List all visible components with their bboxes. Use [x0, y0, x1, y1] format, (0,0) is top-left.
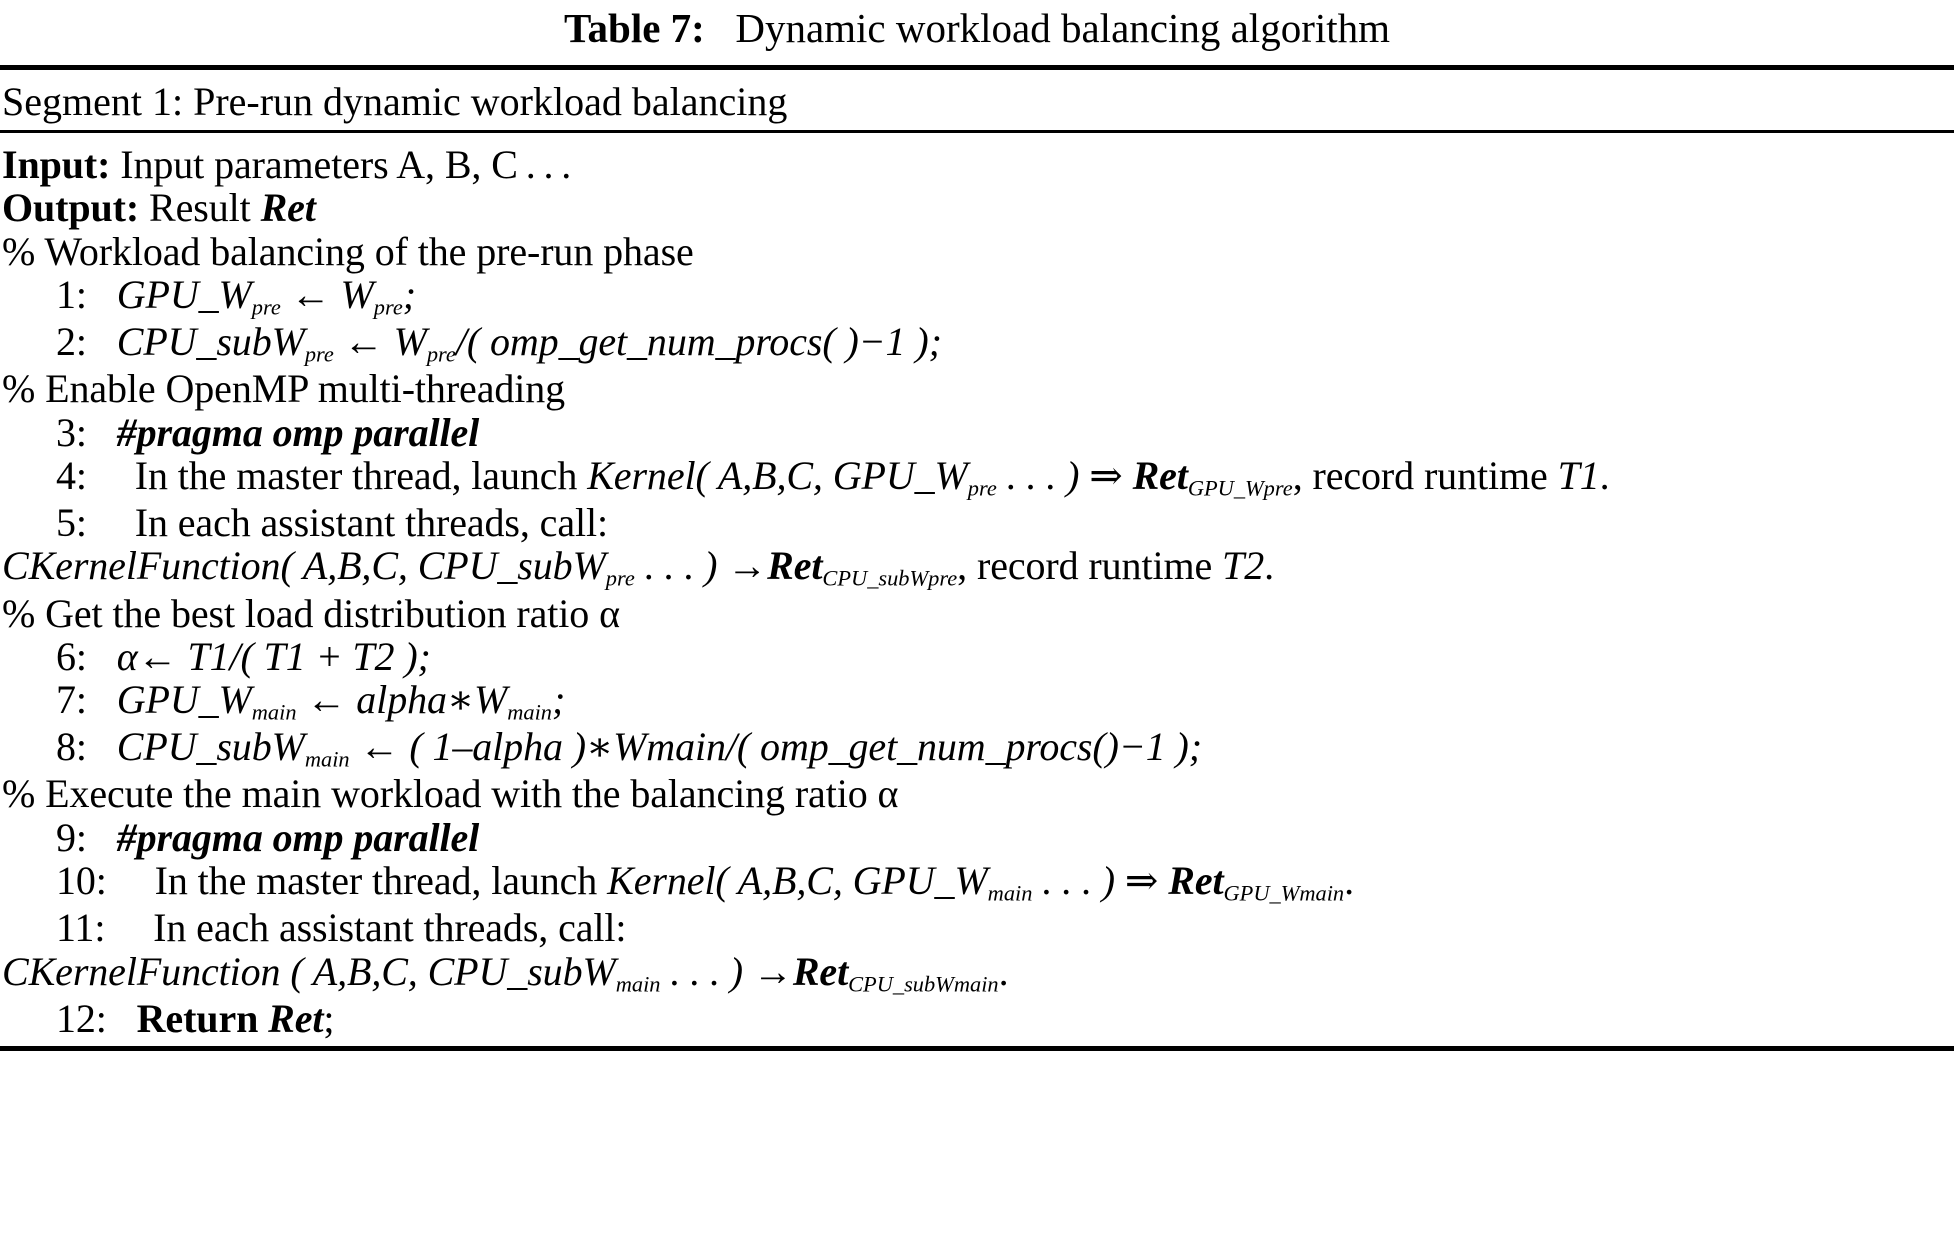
step-5b-period: . — [1264, 543, 1274, 589]
input-text: Input parameters A, B, C . . . — [120, 142, 572, 188]
step-1 — [0, 273, 1954, 320]
step-10-period: . — [1344, 858, 1355, 904]
step-1-rhs: W — [340, 272, 374, 318]
step-5-text: In each assistant threads, call: — [134, 500, 609, 546]
step-9 — [0, 816, 1954, 859]
step-4-ret: Ret — [1132, 453, 1188, 499]
step-1-tail: ; — [402, 272, 417, 318]
step-12-tail: ; — [323, 995, 335, 1041]
step-4-call: Kernel( A,B,C, GPU_W — [587, 453, 968, 499]
step-2 — [0, 320, 1954, 367]
step-2-number: 2: — [56, 319, 87, 365]
step-9-number: 9: — [56, 814, 87, 860]
step-7-lhs: GPU_W — [116, 677, 252, 723]
step-5b-ret-sub: CPU_subWpre — [822, 566, 958, 592]
step-3 — [0, 411, 1954, 454]
step-4-period: . — [1599, 453, 1610, 499]
step-6-arrow: ← — [137, 633, 178, 679]
step-4-call-tail: . . . ) — [996, 453, 1080, 499]
step-10-call-tail: . . . ) — [1032, 858, 1115, 904]
step-5b-ret: Ret — [767, 543, 823, 589]
step-2-arrow: ← — [343, 319, 384, 365]
step-12-value: Ret — [268, 995, 324, 1041]
step-8-arrow: ← — [359, 724, 400, 770]
comment-pre-run: % Workload balancing of the pre-run phase — [2, 228, 694, 274]
step-11b-call-sub: main — [615, 971, 661, 997]
comment-ratio: % Get the best load distribution ratio α — [2, 590, 620, 636]
step-7-lhs-sub: main — [251, 700, 297, 725]
step-7-number: 7: — [56, 677, 87, 723]
step-10-implies-icon: ⇒ — [1124, 858, 1159, 904]
step-2-lhs-sub: pre — [304, 342, 334, 367]
step-4-post-text: , record runtime — [1292, 453, 1548, 499]
step-11b-call: CKernelFunction ( A,B,C, CPU_subW — [2, 948, 616, 994]
step-11b-arrow-icon: → — [752, 948, 793, 994]
step-12 — [0, 997, 1954, 1040]
step-5b-call-sub: pre — [605, 566, 635, 592]
step-7-rhs: alpha∗W — [356, 677, 508, 723]
step-8-rhs: ( 1–alpha )∗Wmain/( omp_get_num_procs()−1 ); — [409, 724, 1202, 770]
step-7-arrow: ← — [306, 677, 347, 723]
step-2-tail: /( omp_get_num_procs( )−1 ); — [455, 319, 942, 365]
output-text: Result — [149, 185, 251, 231]
step-6 — [0, 635, 1954, 678]
step-5b-call: CKernelFunction( A,B,C, CPU_subW — [2, 543, 606, 589]
step-4-implies-icon: ⇒ — [1089, 453, 1123, 499]
step-2-rhs-sub: pre — [426, 342, 456, 367]
step-4-timer: T1 — [1557, 453, 1600, 499]
step-7-tail: ; — [552, 677, 566, 723]
segment-header: Segment 1: Pre-run dynamic workload balancing — [2, 79, 788, 125]
step-11-text: In each assistant threads, call: — [153, 905, 627, 951]
step-8-number: 8: — [56, 724, 87, 770]
output-ret-symbol: Ret — [260, 185, 316, 231]
bottom-rule — [0, 1046, 1954, 1051]
step-9-text: #pragma omp parallel — [116, 814, 480, 860]
step-4 — [0, 454, 1954, 501]
step-5-number: 5: — [56, 500, 87, 546]
step-11b-call-tail: . . . ) — [660, 948, 744, 994]
step-10-ret-sub: GPU_Wmain — [1223, 880, 1345, 906]
step-10 — [0, 859, 1954, 906]
input-line — [0, 143, 1954, 186]
step-10-ret: Ret — [1168, 858, 1224, 904]
comment-execute: % Execute the main workload with the balancing ratio α — [2, 771, 899, 817]
step-4-number: 4: — [56, 453, 87, 499]
output-line — [0, 186, 1954, 229]
step-6-alpha: α — [116, 633, 138, 679]
step-11b-ret-sub: CPU_subWmain — [848, 971, 999, 997]
caption-label: Table 7: — [563, 5, 705, 51]
step-4-pre-text: In the master thread, launch — [134, 453, 578, 499]
step-11b-ret: Ret — [792, 948, 849, 994]
step-1-lhs-sub: pre — [251, 294, 281, 320]
step-2-rhs: W — [393, 319, 427, 365]
step-7 — [0, 678, 1954, 725]
step-10-call: Kernel( A,B,C, GPU_W — [607, 858, 988, 904]
step-12-number: 12: — [56, 995, 107, 1041]
step-5 — [0, 501, 1954, 544]
step-11-number: 11: — [56, 905, 106, 951]
step-8-lhs-sub: main — [304, 747, 350, 773]
step-3-text: #pragma omp parallel — [116, 409, 480, 455]
step-10-call-sub: main — [987, 880, 1033, 906]
output-label: Output: — [2, 185, 140, 231]
step-1-lhs: GPU_W — [116, 272, 252, 318]
step-6-number: 6: — [56, 633, 87, 679]
step-11b-period: . — [998, 948, 1009, 994]
step-8-lhs: CPU_subW — [116, 724, 305, 770]
step-11 — [0, 906, 1954, 949]
step-5b-call-tail: . . . ) — [634, 543, 718, 589]
step-4-ret-sub: GPU_Wpre — [1187, 475, 1293, 501]
step-4-call-sub: pre — [967, 475, 997, 501]
step-5b-timer: T2 — [1222, 543, 1265, 589]
step-6-expr: T1/( T1 + T2 ); — [187, 633, 431, 679]
table-caption — [0, 0, 1954, 65]
step-10-number: 10: — [56, 858, 107, 904]
step-5-continuation — [0, 544, 1954, 591]
algorithm-body — [0, 133, 1954, 1040]
comment-openmp: % Enable OpenMP multi-threading — [2, 366, 566, 412]
step-10-pre-text: In the master thread, launch — [154, 858, 598, 904]
step-11-continuation — [0, 950, 1954, 997]
step-5b-post-text: , record runtime — [957, 543, 1213, 589]
step-3-number: 3: — [56, 409, 87, 455]
step-2-lhs: CPU_subW — [116, 319, 305, 365]
step-7-rhs-sub: main — [507, 700, 552, 725]
step-8 — [0, 725, 1954, 772]
caption-text: Dynamic workload balancing algorithm — [735, 5, 1391, 51]
input-label: Input: — [2, 142, 111, 188]
step-1-arrow: ← — [290, 272, 331, 318]
step-12-label: Return — [136, 995, 259, 1041]
step-1-number: 1: — [56, 272, 87, 318]
step-1-rhs-sub: pre — [373, 294, 403, 320]
step-5b-arrow-icon: → — [727, 543, 768, 589]
